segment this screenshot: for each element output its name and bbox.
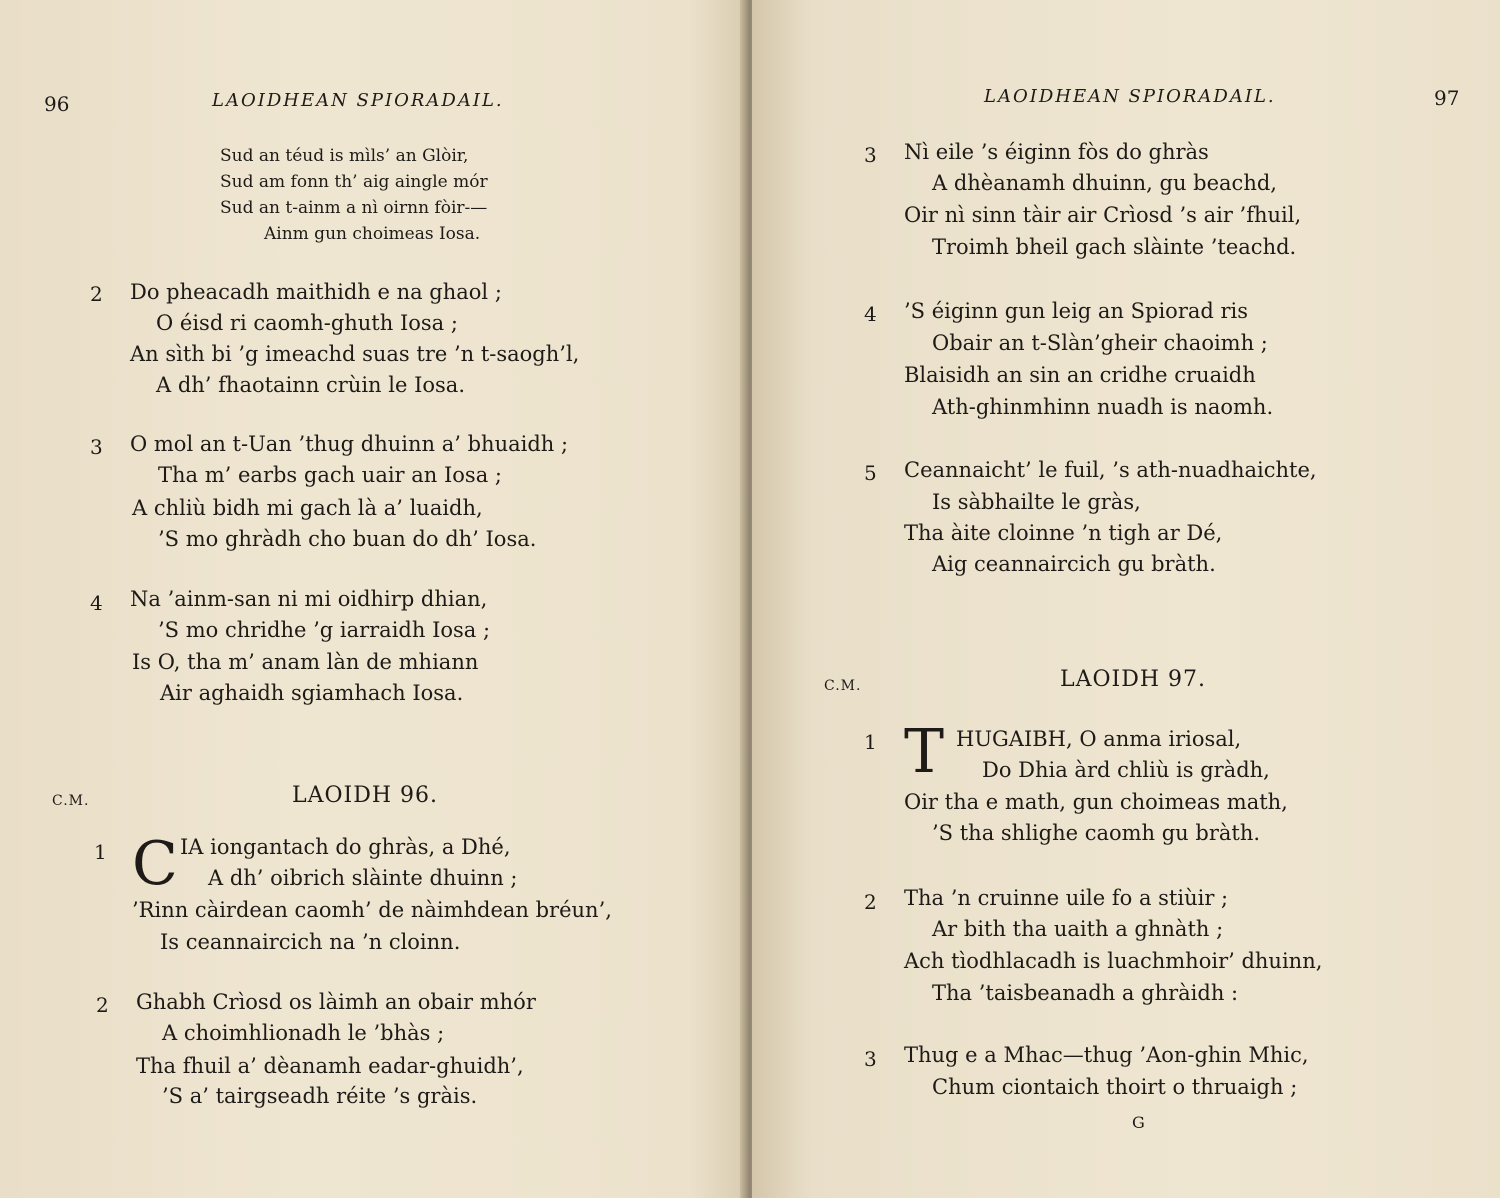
verse-line: O mol an t-Uan ’thug dhuinn a’ bhuaidh ; <box>130 432 569 456</box>
verse-number: 3 <box>90 435 103 459</box>
verse-line: Obair an t-Slàn’gheir chaoimh ; <box>932 331 1268 355</box>
page-number: 97 <box>1434 86 1460 110</box>
verse-number: 1 <box>94 840 107 864</box>
verse-line: Ainm gun choimeas Iosa. <box>264 224 481 244</box>
verse-line: An sìth bi ’g imeachd suas tre ’n t-saogh’l, <box>130 342 580 366</box>
verse-line: HUGAIBH, O anma iriosal, <box>956 727 1242 751</box>
verse-line: Na ’ainm-san ni mi oidhirp dhian, <box>130 587 488 611</box>
verse-line: ’Rinn càirdean caomh’ de nàimhdean bréun’, <box>132 898 612 922</box>
hymn-title: LAOIDH 97. <box>1060 667 1207 692</box>
verse-number: 1 <box>864 730 877 754</box>
meter-label: C.M. <box>52 793 90 809</box>
verse-line: Sud am fonn th’ aig aingle mór <box>220 172 488 192</box>
verse-line: Tha fhuil a’ dèanamh eadar-ghuidh’, <box>136 1054 524 1078</box>
verse-line: Nì eile ’s éiginn fòs do ghràs <box>904 140 1209 164</box>
hymn-title: LAOIDH 96. <box>292 783 439 808</box>
verse-line: A dhèanamh dhuinn, gu beachd, <box>932 171 1277 195</box>
verse-line: IA iongantach do ghràs, a Dhé, <box>180 835 511 859</box>
drop-cap: T <box>904 717 945 787</box>
verse-number: 4 <box>90 591 103 615</box>
verse-line: Tha ’n cruinne uile fo a stiùir ; <box>904 886 1229 910</box>
verse-line: Aig ceannaircich gu bràth. <box>932 552 1216 576</box>
verse-line: Blaisidh an sin an cridhe cruaidh <box>904 363 1256 387</box>
verse-line: Tha m’ earbs gach uair an Iosa ; <box>158 463 502 487</box>
verse-line: ’S éiginn gun leig an Spiorad ris <box>904 299 1249 323</box>
verse-line: ’S mo ghràdh cho buan do dh’ Iosa. <box>158 527 537 551</box>
verse-line: A dh’ oibrich slàinte dhuinn ; <box>208 866 518 890</box>
running-head: LAOIDHEAN SPIORADAIL. <box>212 90 504 111</box>
right-page <box>752 0 1500 1198</box>
verse-line: Is ceannaircich na ’n cloinn. <box>160 930 461 954</box>
running-head: LAOIDHEAN SPIORADAIL. <box>984 86 1276 107</box>
verse-line: Tha ’taisbeanadh a ghràidh : <box>932 981 1239 1005</box>
verse-line: O éisd ri caomh-ghuth Iosa ; <box>156 311 458 335</box>
verse-line: A choimhlionadh le ’bhàs ; <box>162 1021 445 1045</box>
verse-line: Sud an téud is mìls’ an Glòir, <box>220 146 469 166</box>
verse-line: Tha àite cloinne ’n tigh ar Dé, <box>904 521 1223 545</box>
verse-number: 4 <box>864 302 877 326</box>
signature-mark: G <box>1132 1113 1145 1132</box>
verse-line: Troimh bheil gach slàinte ’teachd. <box>932 235 1297 259</box>
verse-line: Ar bith tha uaith a ghnàth ; <box>932 917 1224 941</box>
verse-number: 2 <box>90 282 103 306</box>
page-number: 96 <box>44 92 70 116</box>
verse-line: Ath-ghinmhinn nuadh is naomh. <box>932 395 1274 419</box>
verse-number: 3 <box>864 143 877 167</box>
verse-line: Oir nì sinn tàir air Crìosd ’s air ’fhuil, <box>904 203 1302 227</box>
verse-line: Do Dhia àrd chliù is gràdh, <box>982 758 1270 782</box>
verse-number: 5 <box>864 461 877 485</box>
verse-number: 2 <box>864 890 877 914</box>
verse-line: Chum ciontaich thoirt o thruaigh ; <box>932 1075 1298 1099</box>
verse-line: Air aghaidh sgiamhach Iosa. <box>160 681 464 705</box>
verse-line: Ceannaicht’ le fuil, ’s ath-nuadhaichte, <box>904 458 1317 482</box>
verse-line: Ghabh Crìosd os làimh an obair mhór <box>136 990 536 1014</box>
left-page <box>0 0 748 1198</box>
verse-line: A chliù bidh mi gach là a’ luaidh, <box>132 496 483 520</box>
verse-line: ’S tha shlighe caomh gu bràth. <box>932 821 1261 845</box>
verse-line: Sud an t-ainm a nì oirnn fòir-— <box>220 198 488 218</box>
drop-cap: C <box>132 829 178 899</box>
verse-line: Oir tha e math, gun choimeas math, <box>904 790 1288 814</box>
verse-number: 3 <box>864 1047 877 1071</box>
verse-line: Do pheacadh maithidh e na ghaol ; <box>130 280 502 304</box>
verse-line: Is O, tha m’ anam làn de mhiann <box>132 650 479 674</box>
verse-number: 2 <box>96 993 109 1017</box>
verse-line: A dh’ fhaotainn crùin le Iosa. <box>156 373 465 397</box>
verse-line: ’S a’ tairgseadh réite ’s gràis. <box>162 1084 478 1108</box>
verse-line: ’S mo chridhe ’g iarraidh Iosa ; <box>158 618 491 642</box>
verse-line: Thug e a Mhac—thug ’Aon-ghin Mhic, <box>904 1043 1309 1067</box>
meter-label: C.M. <box>824 678 862 694</box>
verse-line: Is sàbhailte le gràs, <box>932 490 1141 514</box>
verse-line: Ach tìodhlacadh is luachmhoir’ dhuinn, <box>904 949 1323 973</box>
